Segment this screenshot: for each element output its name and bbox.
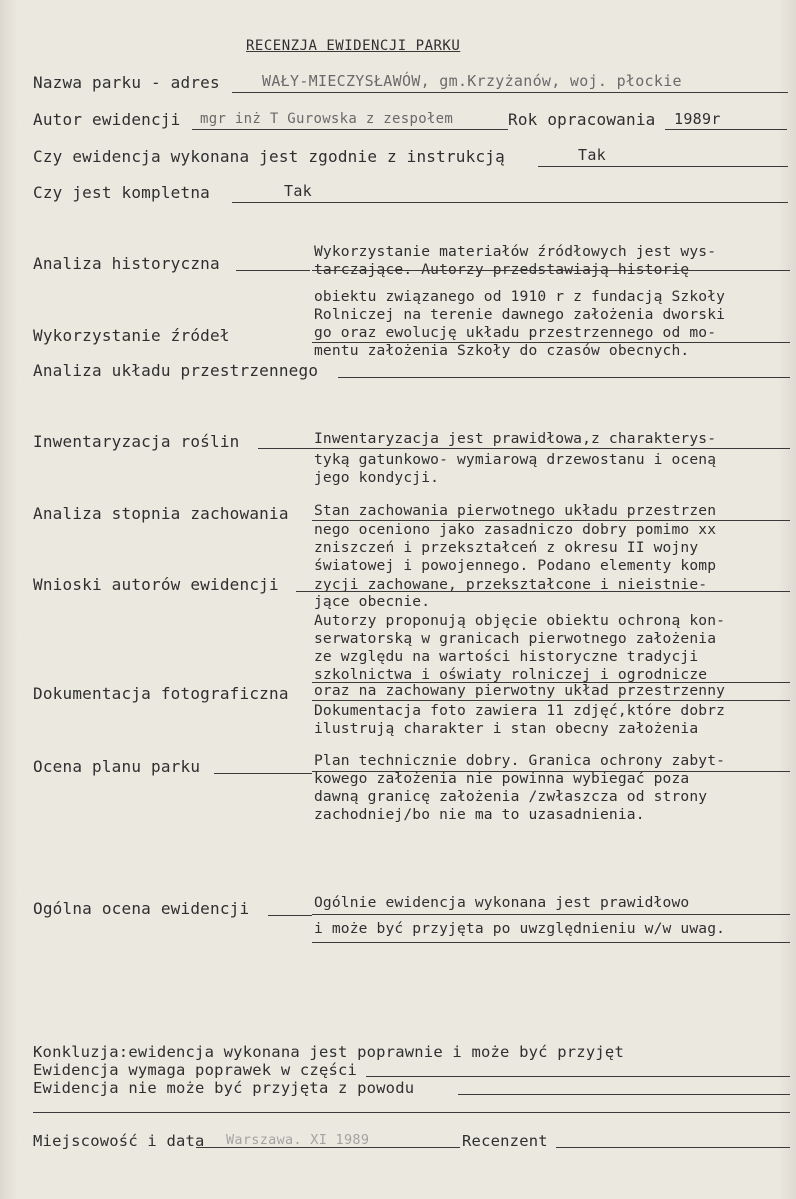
blank-rule xyxy=(33,1112,790,1113)
plan-line-3: dawną granicę założenia /zwłaszcza od strony xyxy=(314,788,708,805)
place-value: Warszawa. XI 1989 xyxy=(226,1132,370,1148)
plants-label-line xyxy=(258,448,312,449)
conclusions-line-3: ze względu na wartości historyczne tradycji xyxy=(314,648,699,665)
year-value: 1989r xyxy=(674,110,721,128)
instruction-underline xyxy=(538,166,788,167)
preservation-line-5: zycji zachowane, przekształcone i nieistnie- xyxy=(314,576,708,593)
overall-label: Ogólna ocena ewidencji xyxy=(33,899,250,918)
conclusions-line-2: serwatorską w granicach pierwotnego założenia xyxy=(314,630,717,647)
historical-line-6: mentu założenia Szkoły do czasów obecnych. xyxy=(314,342,690,359)
park-value: WAŁY-MIECZYSŁAWÓW, gm.Krzyżanów, woj. płockie xyxy=(262,72,682,90)
plants-label: Inwentaryzacja roślin xyxy=(33,432,240,451)
historical-line-4: Rolniczej na terenie dawnego założenia dworski xyxy=(314,306,726,323)
page-title: RECENZJA EWIDENCJI PARKU xyxy=(246,38,461,54)
historical-line-5: go oraz ewolucję układu przestrzennego od mo- xyxy=(314,324,717,341)
reviewer-underline xyxy=(556,1147,790,1148)
place-underline xyxy=(196,1147,460,1148)
park-underline xyxy=(232,92,788,93)
plants-rule-1 xyxy=(312,448,790,449)
overall-label-line xyxy=(268,915,312,916)
preservation-line-6: jące obecnie. xyxy=(314,593,431,610)
historical-line-1: Wykorzystanie materiałów źródłowych jest wys- xyxy=(314,243,717,260)
year-label: Rok opracowania xyxy=(508,110,656,129)
needs-fixes-line: Ewidencja wymaga poprawek w części xyxy=(33,1061,358,1079)
preservation-line-1: Stan zachowania pierwotnego układu przestrzen xyxy=(314,502,717,519)
preservation-line-4: światowej i powojennego. Podano elementy komp xyxy=(314,557,717,574)
conclusions-line-5: oraz na zachowany pierwotny układ przestrzenny xyxy=(314,682,726,699)
historical-line-3: obiektu związanego od 1910 r z fundacją Szkoły xyxy=(314,288,726,305)
plants-line-1: Inwentaryzacja jest prawidłowa,z charakterys- xyxy=(314,430,717,447)
year-underline xyxy=(665,129,787,130)
complete-underline xyxy=(232,202,788,203)
conclusions-label: Wnioski autorów ewidencji xyxy=(33,575,279,594)
reviewer-label: Recenzent xyxy=(462,1132,548,1150)
author-value: mgr inż T Gurowska z zespołem xyxy=(200,111,454,127)
needs-fixes-underline xyxy=(366,1076,790,1077)
overall-line-2: i może być przyjęta po uwzględnieniu w/w uwag. xyxy=(314,920,726,937)
plants-line-2: tyką gatunkowo- wymiarową drzewostanu i oceną xyxy=(314,451,717,468)
preservation-rule-2 xyxy=(316,591,790,592)
photo-line-2: ilustrują charakter i stan obecny założenia xyxy=(314,720,699,737)
preservation-label: Analiza stopnia zachowania xyxy=(33,504,289,523)
overall-rule-2 xyxy=(312,942,790,943)
instruction-label: Czy ewidencja wykonana jest zgodnie z instrukcją xyxy=(33,147,505,166)
photo-rule-1 xyxy=(312,700,790,701)
place-label: Miejscowość i data xyxy=(33,1132,205,1150)
historical-line-2: tarczające. Autorzy przedstawiają historię xyxy=(314,261,690,278)
rejected-line: Ewidencja nie może być przyjęta z powodu xyxy=(33,1079,415,1097)
conclusions-line-1: Autorzy proponują objęcie obiektu ochroną kon- xyxy=(314,612,726,629)
park-label: Nazwa parku - adres xyxy=(33,73,220,92)
plants-line-3: jego kondycji. xyxy=(314,469,440,486)
photo-line-1: Dokumentacja foto zawiera 11 zdjęć,które dobrz xyxy=(314,702,726,719)
conclusions-line-4: szkolnictwa i oświaty rolniczej i ogrodnicze xyxy=(314,666,708,683)
conclusions-rule-1 xyxy=(312,682,790,683)
historical-rule-2 xyxy=(312,342,790,343)
sources-label: Wykorzystanie źródeł xyxy=(33,326,230,345)
complete-value: Tak xyxy=(284,182,312,200)
historical-label-line xyxy=(236,270,310,271)
complete-label: Czy jest kompletna xyxy=(33,183,210,202)
instruction-value: Tak xyxy=(578,146,606,164)
overall-rule-1 xyxy=(312,914,790,915)
plan-line-1: Plan technicznie dobry. Granica ochrony zabyt- xyxy=(314,752,726,769)
rejected-underline xyxy=(458,1094,790,1095)
preservation-rule-1 xyxy=(312,520,790,521)
plan-label: Ocena planu parku xyxy=(33,757,201,776)
preservation-line-3: zniszczeń i przekształceń z okresu II wojny xyxy=(314,539,699,556)
plan-rule-1 xyxy=(312,771,790,772)
spatial-underline xyxy=(338,377,790,378)
plan-line-2: kowego założenia nie powinna wybiegać poza xyxy=(314,770,690,787)
overall-line-1: Ogólnie ewidencja wykonana jest prawidłowo xyxy=(314,894,690,911)
historical-rule-1 xyxy=(312,270,790,271)
spatial-label: Analiza układu przestrzennego xyxy=(33,361,319,380)
historical-label: Analiza historyczna xyxy=(33,254,220,273)
preservation-line-2: nego oceniono jako zasadniczo dobry pomimo xx xyxy=(314,521,717,538)
author-label: Autor ewidencji xyxy=(33,110,181,129)
plan-label-line xyxy=(214,773,312,774)
plan-line-4: zachodniej/bo nie ma to uzasadnienia. xyxy=(314,806,645,823)
photo-label: Dokumentacja fotograficzna xyxy=(33,684,289,703)
conclusion-line: Konkluzja:ewidencja wykonana jest poprawnie i może być przyjęt xyxy=(33,1043,624,1061)
author-underline xyxy=(192,129,508,130)
conclusions-label-line xyxy=(296,591,316,592)
